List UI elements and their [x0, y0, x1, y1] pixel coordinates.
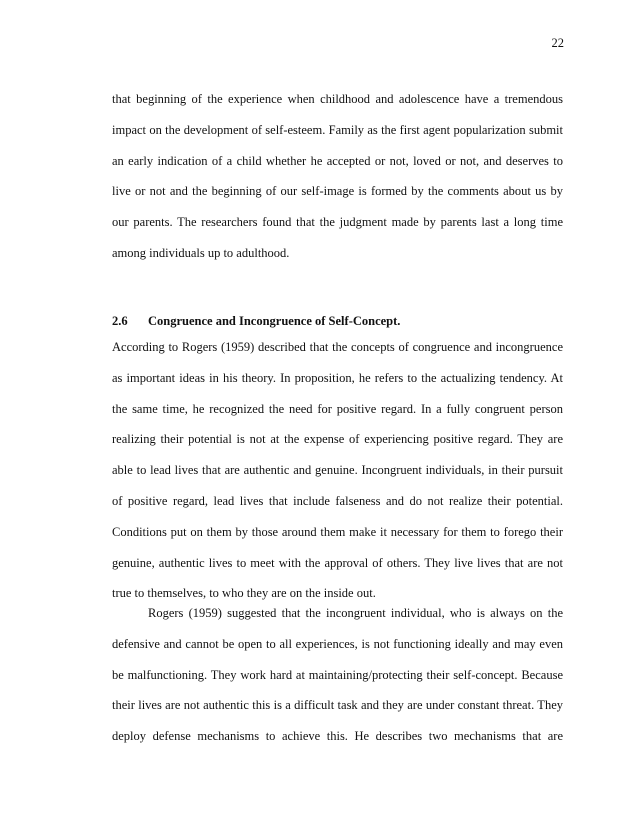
paragraph-line: defensive and cannot be open to all experiences, is not functioning ideally and may even — [112, 636, 563, 651]
section-number: 2.6 — [112, 314, 128, 328]
paragraph-line: Rogers (1959) suggested that the incongruent individual, who is always on the — [148, 606, 563, 620]
section-title: Congruence and Incongruence of Self-Concept. — [148, 314, 401, 328]
paragraph-1 — [112, 91, 563, 276]
paragraph-line: true to themselves, to who they are on the inside out. — [112, 586, 376, 601]
page-number: 22 — [551, 36, 564, 50]
section-heading — [112, 314, 400, 329]
paragraph-line: live or not and the beginning of our self-image is formed by the comments about us by — [112, 184, 563, 199]
paragraph-line: as important ideas in his theory. In proposition, he refers to the actualizing tendency. At — [112, 370, 563, 385]
paragraph-line: that beginning of the experience when childhood and adolescence have a tremendous — [112, 92, 563, 106]
paragraph-line: able to lead lives that are authentic and genuine. Incongruent individuals, in their pursuit — [112, 463, 563, 478]
paragraph-line: our parents. The researchers found that the judgment made by parents last a long time — [112, 215, 563, 230]
paragraph-line: deploy defense mechanisms to achieve this. He describes two mechanisms that are — [112, 729, 563, 744]
paragraph-line: their lives are not authentic this is a difficult task and they are under constant threat. They — [112, 698, 563, 713]
paragraph-line: impact on the development of self-esteem. Family as the first agent popularization submit — [112, 122, 563, 137]
paragraph-line: among individuals up to adulthood. — [112, 245, 290, 260]
paragraph-line: realizing their potential is not at the expense of experiencing positive regard. They are — [112, 432, 563, 447]
paragraph-line: the same time, he recognized the need for positive regard. In a fully congruent person — [112, 401, 563, 416]
paragraph-2 — [112, 339, 563, 616]
paragraph-line: be malfunctioning. They work hard at maintaining/protecting their self-concept. Because — [112, 667, 563, 682]
paragraph-line: Conditions put on them by those around them make it necessary for them to forego their — [112, 524, 563, 539]
paragraph-line: of positive regard, lead lives that include falseness and do not realize their potential. — [112, 493, 563, 508]
paragraph-3 — [112, 605, 563, 759]
paragraph-line: According to Rogers (1959) described that the concepts of congruence and incongruence — [112, 340, 563, 354]
paragraph-line: an early indication of a child whether he accepted or not, loved or not, and deserves to — [112, 153, 563, 168]
paragraph-line: genuine, authentic lives to meet with the approval of others. They live lives that are not — [112, 555, 563, 570]
